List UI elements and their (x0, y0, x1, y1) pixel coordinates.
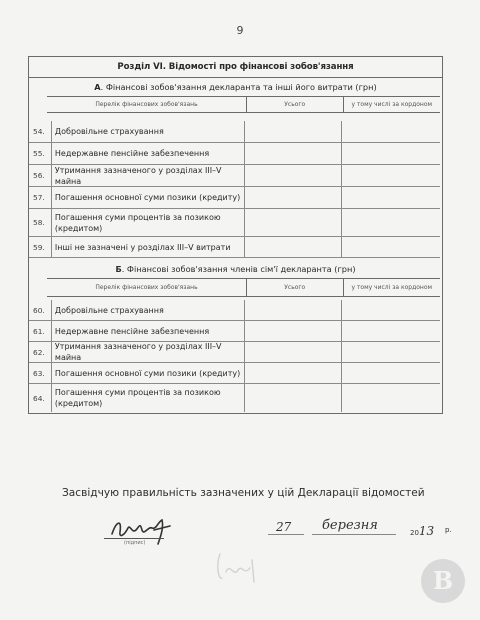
total-cell (244, 187, 341, 208)
date-suffix: р. (445, 526, 452, 534)
total-cell (244, 342, 341, 362)
abroad-cell (341, 384, 441, 412)
total-cell (244, 209, 341, 236)
abroad-cell (341, 143, 441, 164)
part-b-table (29, 300, 440, 412)
date-day: 27 (276, 520, 292, 534)
part-b-header (47, 278, 440, 297)
part-b-title (29, 263, 442, 275)
part-a-header (47, 96, 440, 113)
total-cell (244, 321, 341, 341)
part-b-header-list: Перелік фінансових зобов'язань (95, 284, 198, 291)
abroad-cell (341, 187, 441, 208)
total-cell (244, 300, 341, 320)
table-row (29, 321, 440, 342)
table-row (29, 121, 440, 143)
row-label: Недержавне пенсійне забезпечення (51, 321, 244, 341)
total-cell (244, 384, 341, 412)
row-label: Інші не зазначені у розділах III–V витрати (51, 237, 244, 257)
part-a-header-list: Перелік фінансових зобов'язань (95, 101, 198, 108)
abroad-cell (341, 342, 441, 362)
section-title: Розділ VI. Відомості про фінансові зобов'язання (29, 57, 442, 78)
row-number: 58. (33, 218, 45, 227)
part-b-letter: Б (115, 264, 122, 274)
part-a-header-total: Усього (246, 97, 343, 112)
abroad-cell (341, 237, 441, 257)
page-number: 9 (236, 24, 244, 37)
total-cell (244, 363, 341, 383)
table-row (29, 363, 440, 384)
date-year-suffix: 13 (418, 524, 435, 538)
row-label: Утримання зазначеного у розділах III–V майна (51, 165, 244, 186)
date-month: березня (322, 518, 378, 533)
part-b-header-abroad: у тому числі за кордоном (343, 279, 441, 296)
row-label: Погашення суми процентів за позикою (кредитом) (51, 209, 244, 236)
row-number: 62. (33, 347, 45, 357)
row-number: 54. (33, 127, 45, 136)
total-cell (244, 165, 341, 186)
day-line (268, 534, 304, 535)
row-number: 63. (33, 368, 45, 378)
abroad-cell (341, 300, 441, 320)
abroad-cell (341, 321, 441, 341)
part-a-header-abroad: у тому числі за кордоном (343, 97, 441, 112)
part-b-header-total: Усього (246, 279, 343, 296)
part-b-title-text: . Фінансові зобов'язання членів сім'ї декларанта (грн) (121, 264, 356, 274)
table-row (29, 187, 440, 209)
table-row (29, 342, 440, 363)
abroad-cell (341, 209, 441, 236)
row-label: Добровільне страхування (51, 300, 244, 320)
signature-line (104, 538, 164, 539)
table-row (29, 143, 440, 165)
logo-letter: В (432, 566, 454, 595)
total-cell (244, 143, 341, 164)
row-label: Утримання зазначеного у розділах III–V майна (51, 342, 244, 362)
row-label: Недержавне пенсійне забезпечення (51, 143, 244, 164)
part-a-table (29, 121, 440, 257)
part-a-letter: А (94, 82, 101, 92)
faint-signature-imprint (212, 548, 268, 588)
row-number: 56. (33, 171, 45, 180)
month-line (312, 534, 396, 535)
total-cell (244, 237, 341, 257)
row-number: 59. (33, 242, 45, 252)
date-year (410, 524, 434, 538)
total-cell (244, 121, 341, 142)
signature-caption: (підпис) (124, 540, 146, 546)
abroad-cell (341, 121, 441, 142)
abroad-cell (341, 165, 441, 186)
table-row (29, 300, 440, 321)
publisher-logo (418, 556, 468, 606)
row-number: 61. (33, 326, 45, 336)
row-number: 57. (33, 193, 45, 202)
row-label: Погашення основної суми позики (кредиту) (51, 187, 244, 208)
abroad-cell (341, 363, 441, 383)
declaration-section-frame (28, 56, 443, 414)
table-row (29, 384, 440, 412)
row-label: Погашення основної суми позики (кредиту) (51, 363, 244, 383)
part-a-title-text: . Фінансові зобов'язання декларанта та інші його витрати (грн) (100, 82, 377, 92)
table-row (29, 209, 440, 237)
table-row (29, 237, 440, 258)
row-number: 64. (33, 393, 45, 403)
date-year-prefix: 20 (410, 529, 419, 537)
table-row (29, 165, 440, 187)
part-a-title (29, 81, 442, 93)
row-label: Погашення суми процентів за позикою (кредитом) (51, 384, 244, 412)
certification-statement: Засвідчую правильність зазначених у цій Декларації відомостей (62, 487, 425, 499)
row-number: 55. (33, 149, 45, 158)
row-label: Добровільне страхування (51, 121, 244, 142)
row-number: 60. (33, 305, 45, 315)
